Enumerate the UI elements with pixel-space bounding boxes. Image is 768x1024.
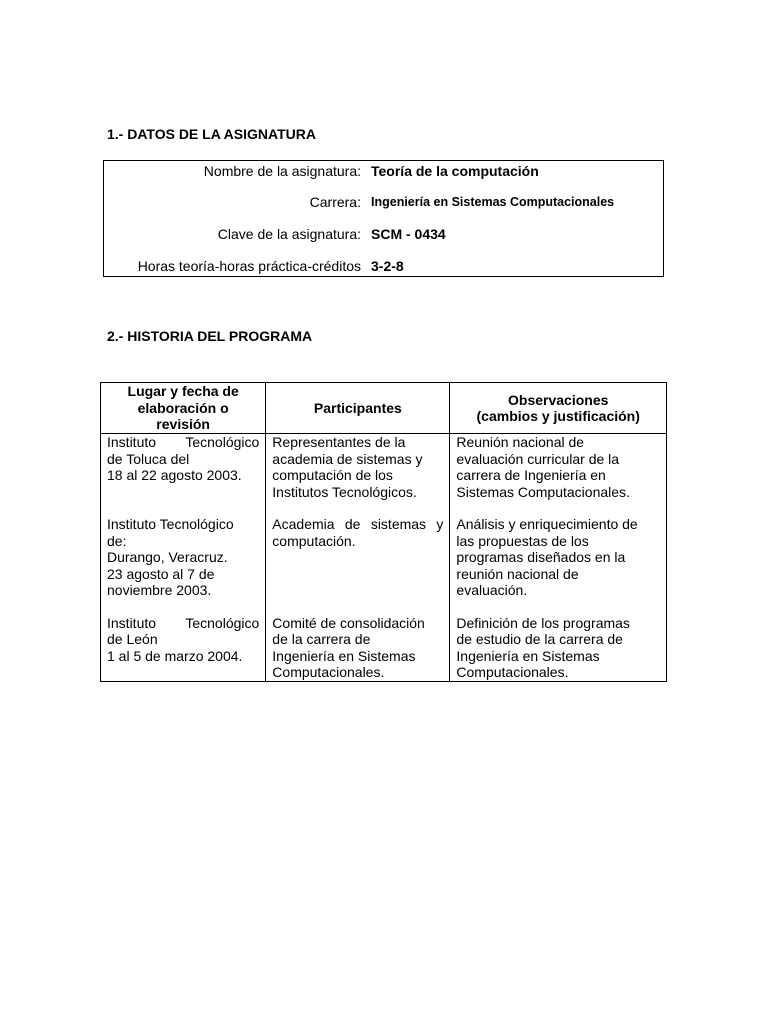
- cell-line: Instituto Tecnológico: [107, 516, 234, 532]
- section-2-heading: 2.- HISTORIA DEL PROGRAMA: [107, 328, 313, 344]
- cell-line: Instituto Tecnológico: [107, 614, 260, 631]
- table-header-row: [101, 383, 667, 434]
- cell-line: evaluación curricular de la: [456, 450, 620, 467]
- cell-line: de:: [107, 532, 127, 549]
- datos-value: Teoría de la computación: [371, 163, 539, 179]
- datos-label: Carrera:: [309, 194, 361, 210]
- entry-block: [107, 615, 259, 665]
- cell-line: Computacionales.: [456, 664, 569, 680]
- cell-line: Análisis y enriquecimiento de: [456, 516, 638, 532]
- datos-label: Nombre de la asignatura:: [203, 163, 361, 179]
- header-line: Participantes: [313, 399, 402, 416]
- cell-line: Reunión nacional de: [456, 434, 585, 450]
- cell-line: Institutos Tecnológicos.: [272, 483, 417, 500]
- header-line: revisión: [156, 416, 210, 433]
- cell-line: Definición de los programas: [456, 614, 630, 631]
- header-lugar: [101, 383, 266, 434]
- cell-spacer: [272, 582, 443, 599]
- datos-value: Ingeniería en Sistemas Computacionales: [371, 195, 615, 209]
- cell-participantes: [266, 434, 450, 682]
- cell-spacer: [107, 484, 259, 501]
- entry-block: [272, 516, 443, 599]
- cell-line: noviembre 2003.: [107, 582, 212, 598]
- cell-line: 1 al 5 de marzo 2004.: [107, 647, 243, 664]
- header-line: (cambios y justificación): [476, 408, 640, 424]
- cell-line: las propuestas de los: [456, 532, 589, 549]
- header-observaciones: [450, 383, 667, 434]
- cell-line: Ingeniería en Sistemas: [456, 647, 600, 664]
- header-line: Lugar y fecha de: [127, 383, 239, 400]
- cell-line: Comité de consolidación: [272, 614, 425, 631]
- cell-line: de la carrera de: [272, 631, 371, 647]
- cell-line: Representantes de la: [272, 434, 406, 450]
- cell-line: academia de sistemas y: [272, 450, 423, 467]
- cell-line: computación de los: [272, 467, 393, 483]
- header-line: elaboración o: [137, 399, 229, 416]
- cell-line: reunión nacional de: [456, 565, 579, 582]
- cell-line: Ingeniería en Sistemas: [272, 647, 416, 664]
- cell-line: de Toluca del: [107, 450, 190, 467]
- datos-asignatura-box: [103, 160, 664, 277]
- cell-line: Durango, Veracruz.: [107, 549, 228, 565]
- historia-table: [100, 382, 667, 682]
- cell-spacer: [272, 566, 443, 583]
- cell-line: Sistemas Computacionales.: [456, 483, 630, 500]
- cell-line: de estudio de la carrera de: [456, 631, 623, 647]
- entry-block: [456, 615, 660, 681]
- cell-line: Instituto Tecnológico: [107, 434, 260, 450]
- table-row: [101, 434, 667, 682]
- datos-row-horas: [104, 256, 663, 276]
- cell-line: 23 agosto al 7 de: [107, 565, 215, 582]
- entry-block: [456, 434, 660, 500]
- cell-line: Computacionales.: [272, 664, 385, 680]
- cell-lugar: [101, 434, 266, 682]
- cell-line: de León: [107, 631, 158, 647]
- cell-line: 18 al 22 agosto 2003.: [107, 467, 242, 483]
- cell-line: Academia de sistemas y: [272, 516, 444, 532]
- section-1-heading: 1.- DATOS DE LA ASIGNATURA: [107, 126, 316, 142]
- cell-line: carrera de Ingeniería en: [456, 467, 606, 483]
- entry-block: [272, 615, 443, 681]
- cell-line: computación.: [272, 532, 356, 549]
- header-participantes: [266, 383, 450, 434]
- cell-observaciones: [450, 434, 667, 682]
- datos-row-clave: [104, 224, 663, 244]
- datos-row-carrera: [104, 192, 663, 212]
- entry-block: [107, 516, 259, 599]
- datos-value: 3-2-8: [371, 258, 404, 274]
- cell-spacer: [272, 549, 443, 566]
- cell-line: programas diseñados en la: [456, 549, 626, 565]
- datos-row-nombre: [104, 161, 663, 181]
- datos-label: Horas teoría-horas práctica-créditos: [137, 258, 361, 274]
- cell-line: evaluación.: [456, 582, 528, 598]
- entry-block: [272, 434, 443, 500]
- header-line: Observaciones: [508, 391, 609, 408]
- entry-block: [107, 434, 259, 500]
- datos-value: SCM - 0434: [371, 226, 446, 242]
- datos-label: Clave de la asignatura:: [217, 226, 361, 242]
- entry-block: [456, 516, 660, 599]
